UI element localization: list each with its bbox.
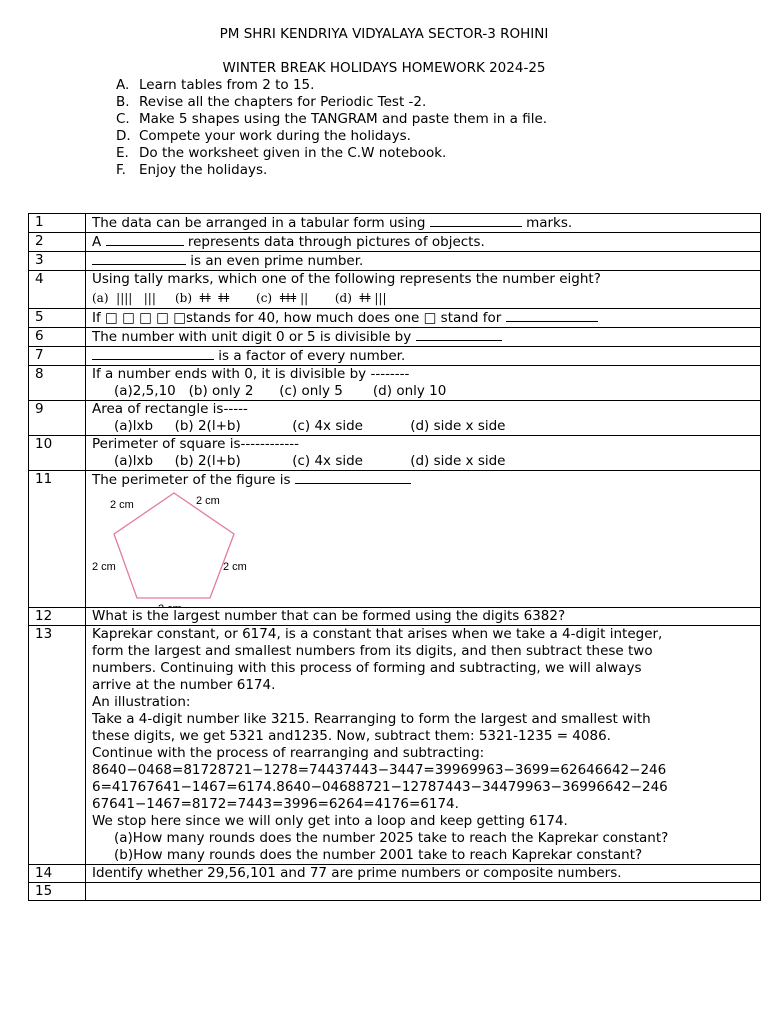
answer-blank[interactable]	[295, 471, 411, 484]
instruction-text: Compete your work during the holidays.	[139, 128, 411, 144]
instruction-letter: F.	[116, 162, 126, 178]
kaprekar-line: 6=41767641−1467=6174.8640−04688721−12787443−34479963−36996642−246	[92, 779, 668, 795]
instruction-text: Make 5 shapes using the TANGRAM and paste them in a file.	[139, 111, 548, 127]
question-number: 15	[29, 883, 86, 901]
answer-blank[interactable]	[416, 328, 502, 341]
question-text	[86, 309, 761, 328]
instruction-text: Revise all the chapters for Periodic Test -2.	[139, 94, 427, 110]
instruction-item	[116, 128, 547, 145]
answer-blank[interactable]	[106, 233, 184, 246]
question-number: 10	[29, 436, 86, 471]
question-text-main: If a number ends with 0, it is divisible by --------	[92, 366, 410, 382]
question-row	[29, 328, 761, 347]
question-row	[29, 401, 761, 436]
instruction-letter: A.	[116, 77, 130, 93]
question-number: 6	[29, 328, 86, 347]
question-text	[86, 436, 761, 471]
question-row	[29, 214, 761, 233]
instruction-item	[116, 145, 547, 162]
question-row	[29, 347, 761, 366]
side-label: 2 cm	[196, 495, 220, 507]
answer-blank[interactable]	[92, 252, 186, 265]
option-c: (c) ǂǂǂ ||	[256, 291, 309, 305]
answer-blank[interactable]	[506, 309, 598, 322]
question-text	[86, 471, 761, 608]
instruction-letter: B.	[116, 94, 130, 110]
question-number: 5	[29, 309, 86, 328]
instruction-item	[116, 162, 547, 179]
side-label: 2 cm	[223, 561, 247, 573]
question-text-post: is a factor of every number.	[218, 348, 406, 364]
side-label	[158, 603, 182, 607]
option-a: (a) |||| |||	[92, 291, 156, 305]
question-number: 2	[29, 233, 86, 252]
side-label: 2 cm	[110, 499, 134, 511]
question-row	[29, 233, 761, 252]
question-row	[29, 883, 761, 901]
question-text	[86, 883, 761, 901]
option-d: (d) ǂǂ |||	[334, 291, 387, 305]
question-number: 8	[29, 366, 86, 401]
question-text	[86, 252, 761, 271]
kaprekar-line: 67641−1467=8172=7443=3996=6264=4176=6174.	[92, 796, 459, 812]
question-text	[86, 328, 761, 347]
sub-question-b: (b)How many rounds does the number 2001 take to reach Kaprekar constant?	[114, 847, 643, 863]
pentagon-svg	[92, 489, 262, 607]
kaprekar-line: these digits, we get 5321 and1235. Now, subtract them: 5321-1235 = 4086.	[92, 728, 611, 744]
question-text-pre: The data can be arranged in a tabular form using	[92, 215, 426, 231]
question-row	[29, 366, 761, 401]
question-text	[86, 214, 761, 233]
question-number: 9	[29, 401, 86, 436]
question-text-post: is an even prime number.	[190, 253, 364, 269]
kaprekar-line: We stop here since we will only get into a loop and keep getting 6174.	[92, 813, 568, 829]
question-text	[86, 366, 761, 401]
question-text-post: represents data through pictures of objects.	[187, 234, 485, 250]
kaprekar-line: 8640−0468=81728721−1278=74437443−3447=39969963−3699=62646642−246	[92, 762, 667, 778]
side-label: 2 cm	[92, 561, 116, 573]
question-row	[29, 608, 761, 626]
question-row	[29, 252, 761, 271]
question-text-main: Perimeter of square is------------	[92, 436, 299, 452]
question-text	[86, 626, 761, 865]
question-text-post: marks.	[526, 215, 573, 231]
question-row	[29, 865, 761, 883]
question-text-main: Area of rectangle is-----	[92, 401, 248, 417]
instruction-text: Do the worksheet given in the C.W notebook.	[139, 145, 447, 161]
kaprekar-line: form the largest and smallest numbers from its digits, and then subtract these two	[92, 643, 653, 659]
kaprekar-line: Take a 4-digit number like 3215. Rearranging to form the largest and smallest with	[92, 711, 651, 727]
question-number: 4	[29, 271, 86, 309]
question-number: 1	[29, 214, 86, 233]
instruction-text: Learn tables from 2 to 15.	[139, 77, 315, 93]
kaprekar-line: An illustration:	[92, 694, 191, 710]
question-options: (a)lxb (b) 2(l+b) (c) 4x side (d) side x side	[114, 453, 506, 469]
answer-blank[interactable]	[92, 347, 214, 360]
instruction-item	[116, 94, 547, 111]
kaprekar-line: Kaprekar constant, or 6174, is a constant that arises when we take a 4-digit integer,	[92, 626, 663, 642]
instruction-text: Enjoy the holidays.	[139, 162, 268, 178]
instruction-list	[116, 77, 547, 179]
question-number: 12	[29, 608, 86, 626]
instruction-letter: E.	[116, 145, 129, 161]
sub-question-a: (a)How many rounds does the number 2025 take to reach the Kaprekar constant?	[114, 830, 669, 846]
question-table	[28, 213, 761, 901]
question-row	[29, 471, 761, 608]
question-text	[86, 233, 761, 252]
question-text-pre: If □ □ □ □ □stands for 40, how much does one □ stand for	[92, 310, 502, 326]
question-number: 11	[29, 471, 86, 608]
kaprekar-line: Continue with the process of rearranging and subtracting:	[92, 745, 485, 761]
question-row	[29, 271, 761, 309]
instruction-item	[116, 111, 547, 128]
question-text-pre: The perimeter of the figure is	[92, 472, 291, 488]
question-row	[29, 309, 761, 328]
homework-title: WINTER BREAK HOLIDAYS HOMEWORK 2024-25	[222, 60, 546, 76]
question-text	[86, 347, 761, 366]
instruction-letter: C.	[116, 111, 130, 127]
instruction-letter: D.	[116, 128, 131, 144]
question-row	[29, 626, 761, 865]
kaprekar-line: numbers. Continuing with this process of forming and subtracting, we will always	[92, 660, 642, 676]
kaprekar-line: arrive at the number 6174.	[92, 677, 276, 693]
question-number: 7	[29, 347, 86, 366]
question-row	[29, 436, 761, 471]
question-text-pre: The number with unit digit 0 or 5 is divisible by	[92, 329, 412, 345]
question-text: What is the largest number that can be formed using the digits 6382?	[86, 608, 761, 626]
question-text	[86, 271, 761, 309]
instruction-item	[116, 77, 547, 94]
option-b: (b) ǂǂ ǂǂ	[174, 291, 230, 305]
question-number: 3	[29, 252, 86, 271]
pentagon-figure	[92, 489, 754, 607]
question-options: (a)lxb (b) 2(l+b) (c) 4x side (d) side x side	[114, 418, 506, 434]
school-name: PM SHRI KENDRIYA VIDYALAYA SECTOR-3 ROHINI	[219, 26, 549, 42]
question-text	[86, 401, 761, 436]
question-number: 13	[29, 626, 86, 865]
question-text-main: Using tally marks, which one of the following represents the number eight?	[92, 271, 601, 287]
question-number: 14	[29, 865, 86, 883]
question-options: (a)2,5,10 (b) only 2 (c) only 5 (d) only 10	[114, 383, 447, 399]
question-text: Identify whether 29,56,101 and 77 are prime numbers or composite numbers.	[86, 865, 761, 883]
answer-blank[interactable]	[430, 214, 522, 227]
question-text-pre: A	[92, 234, 102, 250]
tally-options	[92, 288, 754, 308]
